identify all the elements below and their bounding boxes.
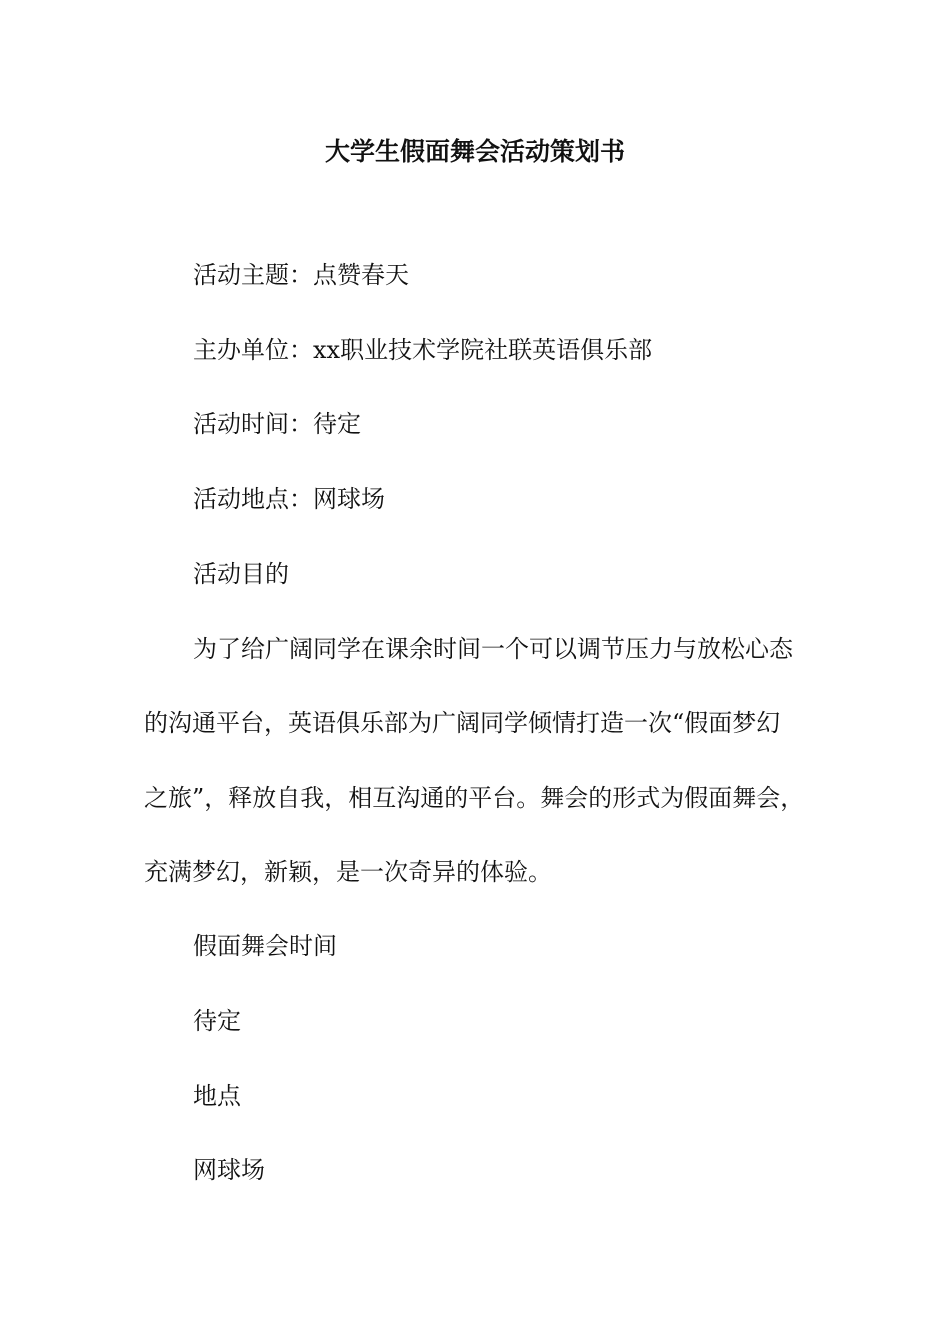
activity-theme: 活动主题：点赞春天 (193, 261, 409, 289)
activity-time: 活动时间：待定 (193, 410, 361, 438)
ball-time-value: 待定 (193, 1007, 241, 1035)
purpose-paragraph-line: 之旅”，释放自我，相互沟通的平台。舞会的形式为假面舞会， (144, 784, 805, 812)
ball-location-value: 网球场 (193, 1156, 265, 1184)
purpose-heading: 活动目的 (193, 560, 289, 588)
ball-time-heading: 假面舞会时间 (193, 932, 337, 960)
ball-location-heading: 地点 (193, 1082, 241, 1110)
activity-location: 活动地点：网球场 (193, 485, 385, 513)
purpose-paragraph-line: 为了给广阔同学在课余时间一个可以调节压力与放松心态 (193, 635, 793, 663)
purpose-paragraph-line: 的沟通平台，英语俱乐部为广阔同学倾情打造一次“假面梦幻 (144, 709, 781, 737)
document-title: 大学生假面舞会活动策划书 (324, 137, 625, 166)
organizer: 主办单位：xx职业技术学院社联英语俱乐部 (193, 336, 653, 364)
purpose-paragraph-line: 充满梦幻，新颖，是一次奇异的体验。 (144, 858, 552, 886)
